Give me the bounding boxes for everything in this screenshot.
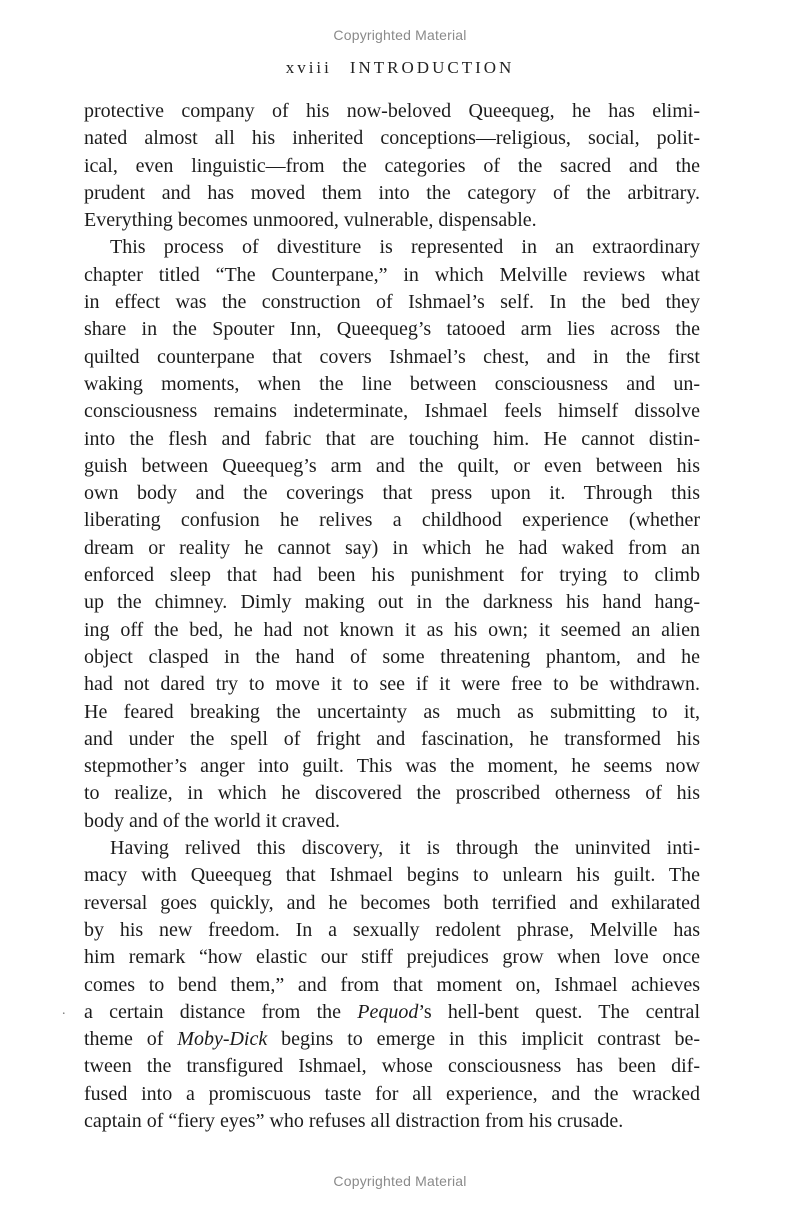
- text-line: consciousness remains indeterminate, Ishmael feels himself dissolve: [84, 400, 700, 423]
- text-line: to realize, in which he discovered the proscribed otherness of his: [84, 782, 700, 805]
- copyright-watermark-bottom: Copyrighted Material: [333, 1173, 467, 1189]
- text-line: captain of “fiery eyes” who refuses all distraction from his crusade.: [84, 1109, 624, 1132]
- text-line: protective company of his now-beloved Queequeg, he has elimi-: [84, 100, 700, 122]
- text-line: tween the transfigured Ishmael, whose consciousness has been dif-: [84, 1055, 700, 1078]
- text-line: own body and the coverings that press upon it. Through this: [84, 482, 700, 505]
- text-line: prudent and has moved them into the category of the arbitrary.: [84, 181, 700, 204]
- text-line: theme of Moby-Dick begins to emerge in this implicit contrast be-: [84, 1028, 700, 1051]
- text-line: body and of the world it craved.: [84, 809, 341, 832]
- text-line: ical, even linguistic—from the categories of the sacred and the: [84, 154, 700, 177]
- paragraph: [84, 234, 700, 835]
- text-line: him remark “how elastic our stiff prejudices grow when love once: [84, 946, 700, 969]
- body-text: [84, 98, 700, 1135]
- text-line: Having relived this discovery, it is through the uninvited inti-: [110, 837, 700, 860]
- text-line: into the flesh and fabric that are touching him. He cannot distin-: [84, 427, 700, 450]
- text-line: liberating confusion he relives a childhood experience (whether: [84, 509, 700, 532]
- text-line: a certain distance from the Pequod’s hell-bent quest. The central: [84, 1000, 700, 1023]
- text-line: dream or reality he cannot say) in which he had waked from an: [84, 536, 700, 559]
- text-line: He feared breaking the uncertainty as much as submitting to it,: [84, 700, 700, 723]
- copyright-watermark-top: Copyrighted Material: [333, 27, 467, 43]
- paragraph: [84, 835, 700, 1135]
- page-number: xviii: [285, 58, 332, 77]
- text-line: had not dared try to move it to see if it were free to be withdrawn.: [84, 673, 700, 696]
- text-line: object clasped in the hand of some threatening phantom, and he: [84, 645, 700, 668]
- text-line: enforced sleep that had been his punishment for trying to climb: [84, 564, 700, 587]
- text-line: fused into a promiscuous taste for all experience, and the wracked: [84, 1082, 700, 1105]
- text-line: ing off the bed, he had not known it as his own; it seemed an alien: [84, 618, 700, 641]
- text-line: in effect was the construction of Ishmael’s self. In the bed they: [84, 291, 700, 314]
- text-line: by his new freedom. In a sexually redolent phrase, Melville has: [84, 918, 700, 941]
- text-line: chapter titled “The Counterpane,” in which Melville reviews what: [84, 263, 700, 286]
- text-line: This process of divestiture is represented in an extraordinary: [110, 236, 700, 259]
- margin-mark: .: [62, 1003, 66, 1018]
- text-line: nated almost all his inherited conceptions—religious, social, polit-: [84, 127, 700, 150]
- text-line: guish between Queequeg’s arm and the quilt, or even between his: [84, 454, 700, 477]
- text-line: and under the spell of fright and fascination, he transformed his: [84, 727, 700, 750]
- text-line: comes to bend them,” and from that moment on, Ishmael achieves: [84, 973, 700, 996]
- chapter-title: INTRODUCTION: [349, 58, 515, 77]
- text-line: up the chimney. Dimly making out in the darkness his hand hang-: [84, 591, 700, 614]
- text-line: Everything becomes unmoored, vulnerable, dispensable.: [84, 209, 537, 232]
- text-line: quilted counterpane that covers Ishmael’s chest, and in the first: [84, 345, 700, 368]
- text-line: waking moments, when the line between consciousness and un-: [84, 372, 700, 395]
- text-line: macy with Queequeg that Ishmael begins to unlearn his guilt. The: [84, 864, 700, 887]
- running-header: [0, 58, 800, 78]
- text-line: reversal goes quickly, and he becomes both terrified and exhilarated: [84, 891, 700, 914]
- text-line: stepmother’s anger into guilt. This was the moment, he seems now: [84, 755, 700, 778]
- text-line: share in the Spouter Inn, Queequeg’s tatooed arm lies across the: [84, 318, 700, 341]
- paragraph: [84, 98, 700, 234]
